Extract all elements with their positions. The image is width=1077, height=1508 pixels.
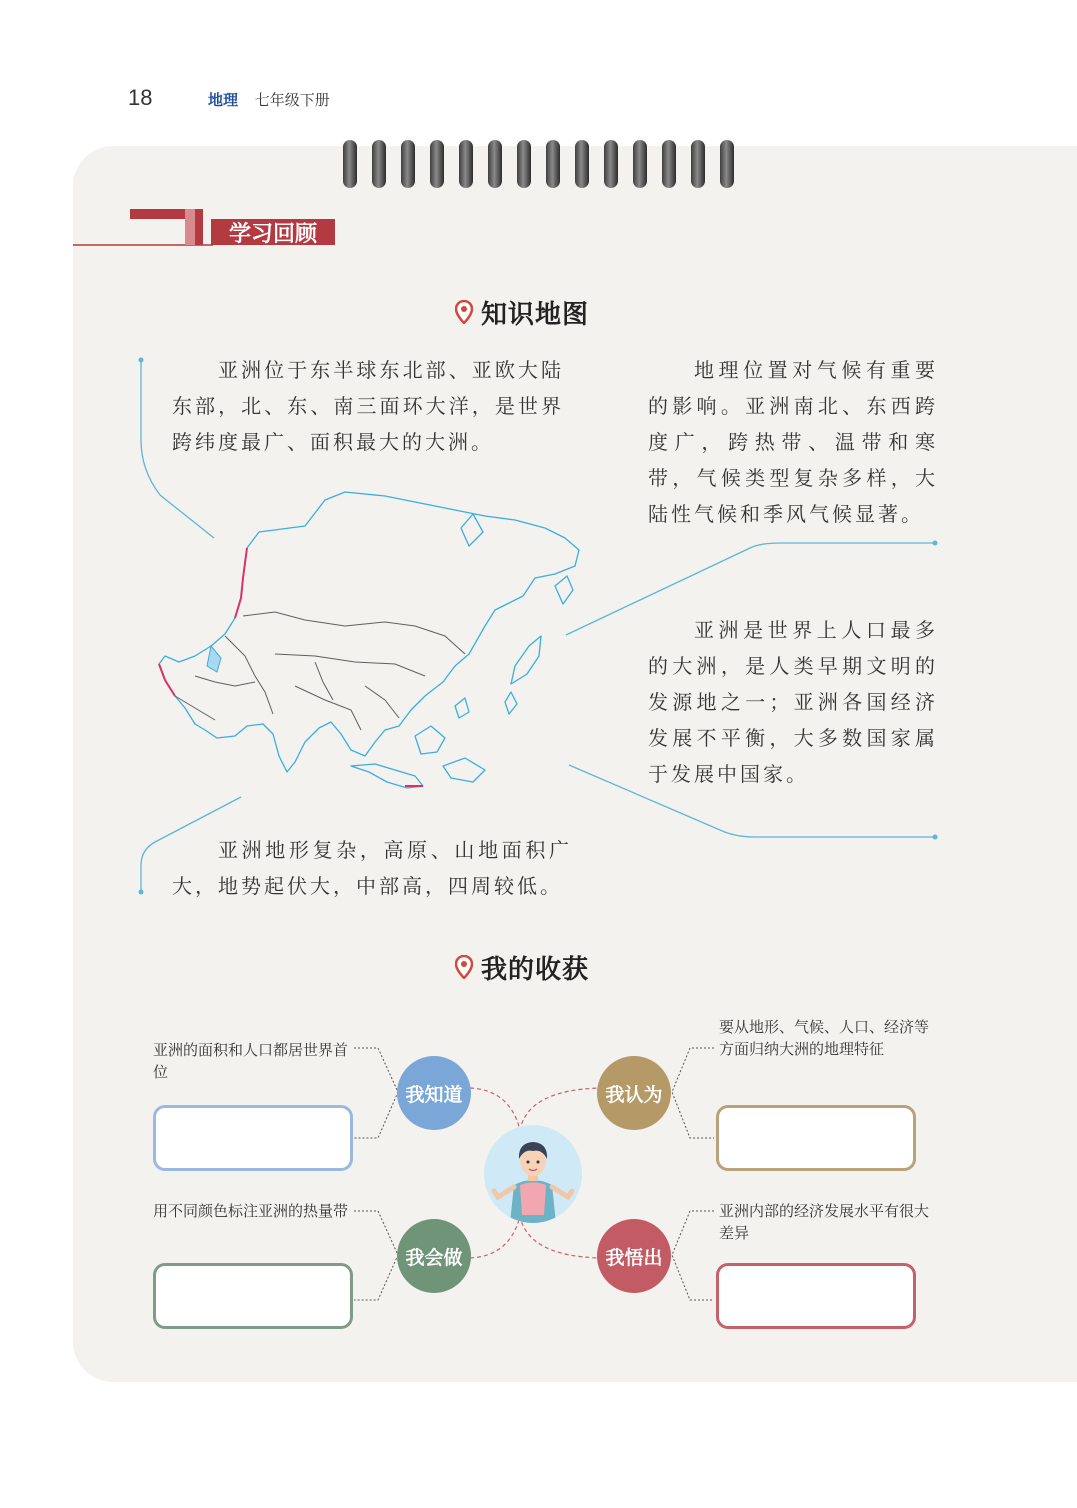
subject-label: 地理 — [208, 91, 239, 109]
text-location: 亚洲位于东半球东北部、亚欧大陆东部，北、东、南三面环大洋，是世界跨纬度最广、面积最大的大洲。 — [172, 358, 564, 454]
student-avatar — [484, 1125, 582, 1223]
page-number: 18 — [128, 85, 153, 110]
text-population: 亚洲是世界上人口最多的大洲，是人类早期文明的发源地之一；亚洲各国经济发展不平衡，大多数国家属于发展中国家。 — [648, 618, 938, 786]
answer-box-i-can-do[interactable] — [153, 1263, 353, 1329]
bubble-i-can-do: 我会做 — [397, 1219, 471, 1293]
text-terrain: 亚洲地形复杂，高原、山地面积广大，地势起伏大，中部高，四周较低。 — [172, 838, 572, 898]
answer-box-i-realize[interactable] — [716, 1263, 916, 1329]
answer-box-i-think[interactable] — [716, 1105, 916, 1171]
text-climate: 地理位置对气候有重要的影响。亚洲南北、东西跨度广，跨热带、温带和寒带，气候类型复杂多样，大陆性气候和季风气候显著。 — [648, 358, 938, 526]
harvest-title: 我的收获 — [481, 955, 590, 985]
note-i-know: 亚洲的面积和人口都居世界首位 — [153, 1041, 349, 1081]
answer-box-i-know[interactable] — [153, 1105, 353, 1171]
bubble-i-realize: 我悟出 — [597, 1219, 671, 1293]
knowledge-map-title: 知识地图 — [481, 300, 590, 330]
section-title: 学习回顾 — [228, 222, 318, 247]
note-i-realize: 亚洲内部的经济发展水平有很大差异 — [719, 1202, 930, 1242]
book-label: 七年级下册 — [254, 91, 330, 109]
bubble-i-know: 我知道 — [397, 1056, 471, 1130]
note-i-think: 要从地形、气候、人口、经济等方面归纳大洲的地理特征 — [719, 1018, 930, 1058]
note-i-can-do: 用不同颜色标注亚洲的热量带 — [153, 1202, 349, 1220]
bubble-i-think: 我认为 — [597, 1056, 671, 1130]
